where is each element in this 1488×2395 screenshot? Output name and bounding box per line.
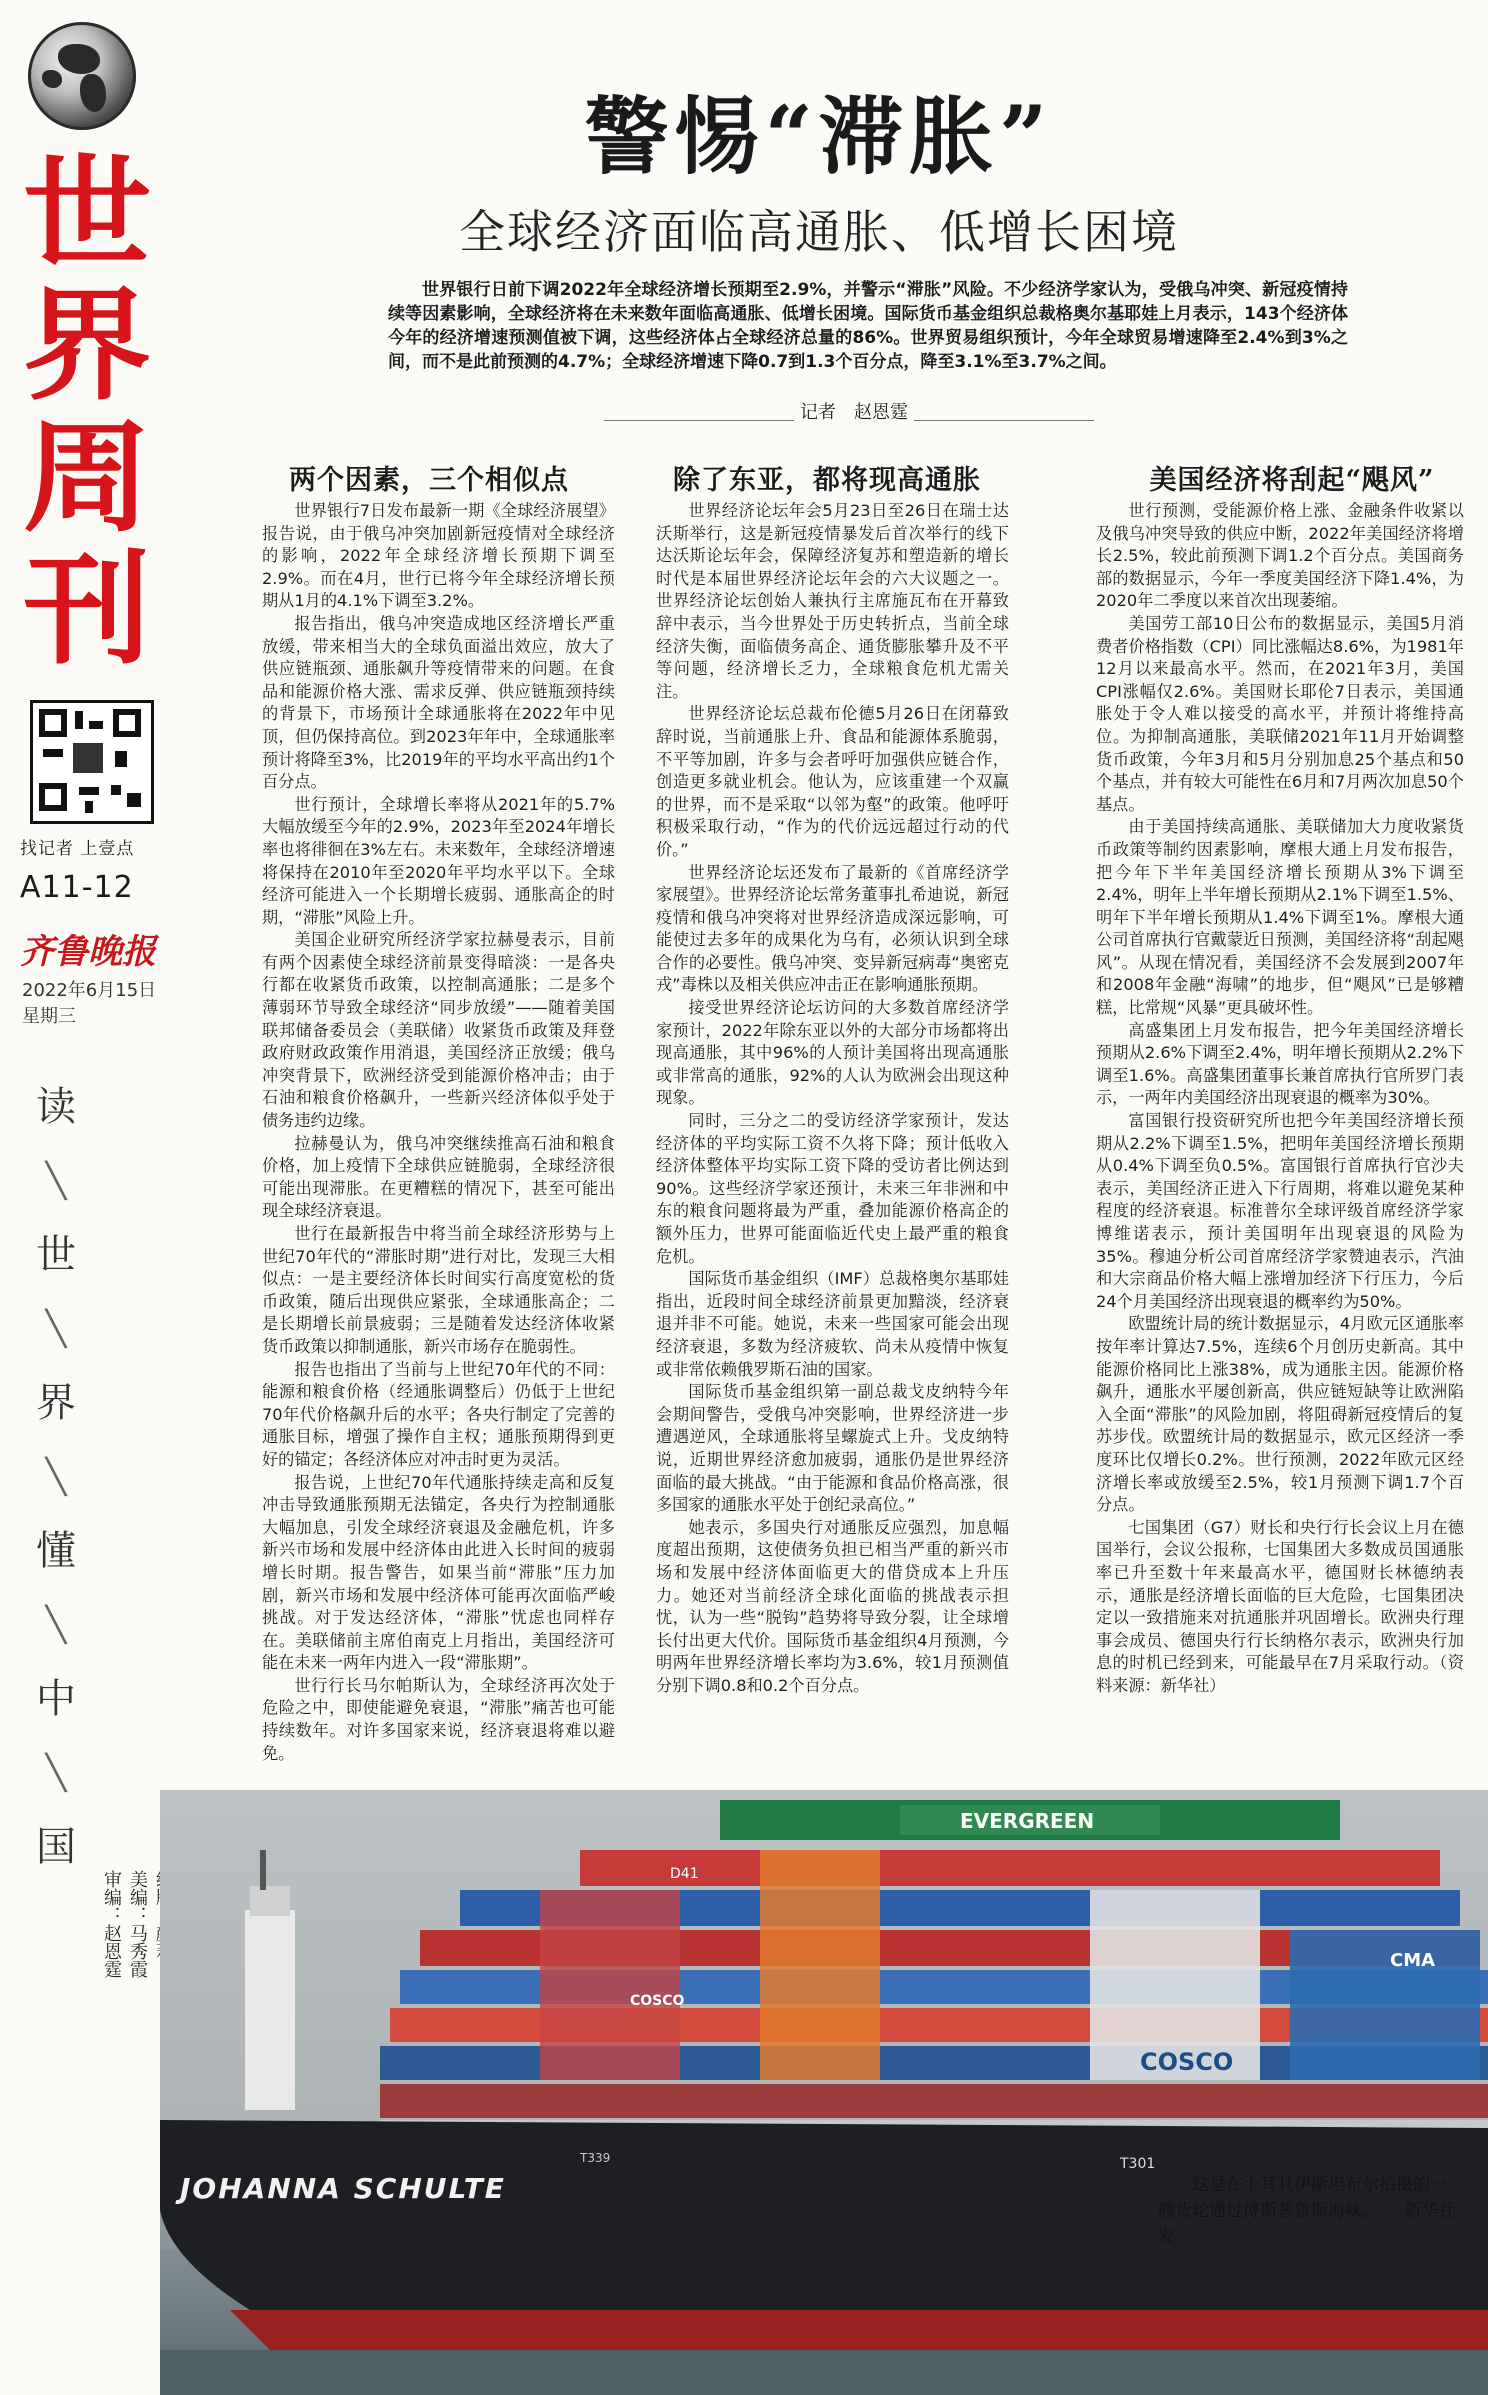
slogan-char: 界 <box>36 1380 76 1426</box>
page-numbers: A11-12 <box>20 870 134 905</box>
article-paragraph: 七国集团（G7）财长和央行行长会议上月在德国举行，会议公报称，七国集团大多数成员国通胀率已升至数十年来最高水平，德国财长林德纳表示，通胀是经济增长面临的巨大危险，七国集团决定以一致措施来对抗通胀并巩固增长。欧洲央行理事会成员、德国央行行长纳格尔表示，欧洲央行加息的时机已经到来，可能最早在7月采取行动。（资料来源：新华社） <box>1096 1517 1464 1695</box>
page-title: 警惕“滞胀” <box>584 87 1054 186</box>
slash-divider: ╲ <box>45 1605 67 1645</box>
slash-divider: ╲ <box>45 1457 67 1497</box>
article-paragraph: 同时，三分之二的受访经济学家预计，发达经济体的平均实际工资不久将下降；预计低收入经济体整体平均实际工资下降的受访者比例达到90%。这些经济学家还预计，未来三年非洲和中东的粮食问题将最为严重，叠加能源价格高企的额外压力，世界可能面临近代史上最严重的粮食危机。 <box>656 1111 1009 1266</box>
credit-art: 美编：马秀霞 <box>127 1870 148 1978</box>
column-heading: 除了东亚，都将现高通胀 <box>673 465 981 496</box>
issue-date <box>22 978 156 1030</box>
container-brand: CMA <box>1390 1950 1436 1971</box>
masthead <box>14 143 154 681</box>
column-heading: 两个因素，三个相似点 <box>289 465 569 496</box>
article-paragraph: 报告说，上世纪70年代通胀持续走高和反复冲击导致通胀预期无法锚定，各央行为控制通胀大幅加息，引发全球经济衰退及金融危机，许多新兴市场和发展中经济体由此进入长时间的疲弱增长时期。报告警告，如果当前“滞胀”压力加剧，新兴市场和发展中经济体可能再次面临严峻挑战。对于发达经济体，“滞胀”忧虑也同样存在。美联储前主席伯南克上月指出，美国经济可能在未来一两年内进入一段“滞胀期”。 <box>262 1472 615 1673</box>
slogan-char: 国 <box>36 1824 76 1870</box>
article-column <box>1096 500 1464 1697</box>
article-paragraph: 由于美国持续高通胀、美联储加大力度收紧货币政策等制约因素影响，摩根大通上月发布报告，把今年下半年美国经济增长预期从3%下调至2.4%，明年上半年增长预期从2.1%下调至1.5%、明年下半年增长预期从1.4%下调至1%。摩根大通公司首席执行官戴蒙近日预测，美国经济将“刮起飓风”。从现在情况看，美国经济不会发展到2007年和2008年金融“海啸”的地步，但“飓风”已是够糟糕，比常规“风暴”更具破坏性。 <box>1096 817 1464 1018</box>
page-subtitle: 全球经济面临高通胀、低增长困境 <box>459 205 1179 259</box>
article-paragraph: 拉赫曼认为，俄乌冲突继续推高石油和粮食价格，加上疫情下全球供应链脆弱，全球经济很可能出现滞胀。在更糟糕的情况下，甚至可能出现全球经济衰退。 <box>262 1133 615 1221</box>
slash-divider: ╲ <box>45 1309 67 1349</box>
container-brand: COSCO <box>630 1993 685 2009</box>
column-slogan <box>26 1070 86 1884</box>
article-paragraph: 世界经济论坛总裁布伦德5月26日在闭幕致辞时说，当前通胀上升、食品和能源体系脆弱，不平等加剧，许多与会者呼吁加强供应链合作，创造更多就业机会。他认为，应该重建一个双赢的世界，而不是采取“以邻为壑”的政策。他呼吁积极采取行动，“作为的代价远远超过行动的代价。” <box>656 704 1009 859</box>
globe-logo-icon <box>28 22 136 130</box>
hull-mark: T339 <box>580 2151 611 2165</box>
article-column <box>656 500 1009 1697</box>
article-paragraph: 国际货币基金组织（IMF）总裁格奥尔基耶娃指出，近段时间全球经济前景更加黯淡，经济衰退并非不可能。她说，未来一些国家可能会出现经济衰退，多数为经济疲软、尚未从疫情中恢复或非常依赖俄罗斯石油的国家。 <box>656 1269 1009 1379</box>
reporter-hotline: 找记者 上壹点 <box>20 839 135 859</box>
cargo-ship-photo <box>160 1790 1488 2395</box>
container-brand: EVERGREEN <box>960 1809 1095 1833</box>
article-paragraph: 世行行长马尔帕斯认为，全球经济再次处于危险之中，即使能避免衰退，“滞胀”痛苦也可能持续数年。对许多国家来说，经济衰退将难以避免。 <box>262 1675 615 1763</box>
weekday-text: 星期三 <box>22 1006 76 1027</box>
column-heading: 美国经济将刮起“飓风” <box>1149 465 1435 496</box>
article-paragraph: 接受世界经济论坛访问的大多数首席经济学家预计，2022年除东亚以外的大部分市场都将出现高通胀，其中96%的人预计美国将出现高通胀或非常高的通胀，92%的人认为欧洲会出现这种现象。 <box>656 998 1009 1108</box>
byline-rule <box>604 398 1094 424</box>
article-paragraph: 富国银行投资研究所也把今年美国经济增长预期从2.2%下调至1.5%，把明年美国经济增长预期从0.4%下调至负0.5%。富国银行首席执行官沙夫表示，美国经济正进入下行周期，将难以避免某种程度的经济衰退。标准普尔全球评级首席经济学家博维诺表示，预计美国明年出现衰退的风险为35%。穆迪分析公司首席经济学家赞迪表示，汽油和大宗商品价格大幅上涨增加经济下行压力，今后24个月美国经济出现衰退的概率约为50%。 <box>1096 1111 1464 1311</box>
article-paragraph: 美国企业研究所经济学家拉赫曼表示，目前有两个因素使全球经济前景变得暗淡：一是各央行都在收紧货币政策，以控制高通胀；二是多个薄弱环节导致全球经济“同步放缓”——随着美国联邦储备委员会（美联储）收紧货币政策及拜登政府财政政策作用消退，美国经济正放缓；俄乌冲突背景下，欧洲经济受到能源价格冲击；由于石油和粮食价格飙升，一些新兴经济体似乎处于债务违约边缘。 <box>262 930 615 1131</box>
article-paragraph: 美国劳工部10日公布的数据显示，美国5月消费者价格指数（CPI）同比涨幅达8.6%，为1981年12月以来最高水平。然而，在2021年3月，美国CPI涨幅仅2.6%。美国财长耶伦7日表示，美国通胀处于令人难以接受的高水平，并预计将维持高位。为抑制高通胀，美联储2021年11月开始调整货币政策，今年3月和5月分别加息25个基点和50个基点，并有较大可能性在6月和7月两次加息50个基点。 <box>1096 613 1464 814</box>
slogan-char: 懂 <box>36 1528 76 1574</box>
masthead-char: 刊 <box>23 539 145 681</box>
qr-code-icon[interactable] <box>30 700 154 824</box>
masthead-char: 世 <box>23 143 145 285</box>
photo-caption: 这是在土耳其伊斯坦布尔拍摄的一艘货轮通过博斯普鲁斯海峡。 新华社发 <box>1158 2175 1456 2247</box>
article-paragraph: 欧盟统计局的统计数据显示，4月欧元区通胀率按年率计算达7.5%，连续6个月创历史新高。其中能源价格同比上涨38%，成为通胀主因。能源价格飙升，通胀水平屡创新高，供应链短缺等让欧洲陷入全面“滞胀”的风险加剧，将阻碍新冠疫情后的复苏步伐。欧盟统计局的数据显示，欧元区经济一季度环比仅增长0.2%。世行预测，2022年欧元区经济增长率或放缓至2.5%，较1月预测下调1.7个百分点。 <box>1096 1314 1464 1515</box>
article-paragraph: 世界经济论坛年会5月23日至26日在瑞士达沃斯举行，这是新冠疫情暴发后首次举行的线下达沃斯论坛年会，保障经济复苏和塑造新的增长时代是本届世界经济论坛年会的六大议题之一。世界经济论坛创始人兼执行主席施瓦布在开幕致辞中表示，当今世界处于历史转折点，当前全球经济失衡，面临债务高企、通货膨胀攀升及不平等问题，经济增长乏力，全球粮食危机尤需关注。 <box>656 501 1009 701</box>
slash-divider: ╲ <box>45 1753 67 1793</box>
byline: 记者 赵恩霆 <box>794 398 914 424</box>
credit-editor: 审编：赵恩霆 <box>101 1870 122 1978</box>
article-paragraph: 报告指出，俄乌冲突造成地区经济增长严重放缓，带来相当大的全球负面溢出效应，放大了供应链瓶颈、通胀飙升等疫情带来的问题。在食品和能源价格大涨、需求反弹、供应链瓶颈持续的背景下，市场预计全球通胀将在2022年中见顶，但仍保持高位。到2023年年中，全球通胀率预计将降至3%，比2019年的平均水平高出约1个百分点。 <box>262 613 615 792</box>
slogan-char: 读 <box>36 1084 76 1130</box>
lead-paragraph: 世界银行日前下调2022年全球经济增长预期至2.9%，并警示“滞胀”风险。不少经济学家认为，受俄乌冲突、新冠疫情持续等因素影响，全球经济将在未来数年面临高通胀、低增长困境。国际货币基金组织总裁格奥尔基耶娃上月表示，143个经济体今年的经济增速预测值被下调，这些经济体占全球经济总量的86%。世界贸易组织预计，今年全球贸易增速降至2.4%到3%之间，而不是此前预测的4.7%；全球经济增速下降0.7到1.3个百分点，降至3.1%至3.7%之间。 <box>388 280 1348 372</box>
article-column <box>262 500 615 1765</box>
date-text: 2022年6月15日 <box>22 980 157 1001</box>
hull-mark: T301 <box>1120 2156 1156 2172</box>
article-paragraph: 报告也指出了当前与上世纪70年代的不同：能源和粮食价格（经通胀调整后）仍低于上世纪70年代价格飙升后的水平；各央行制定了完善的通胀目标，增强了操作自主权；通胀预期得到更好的锚定；各经济体应对冲击时更为灵活。 <box>262 1359 615 1469</box>
article-paragraph: 世行在最新报告中将当前全球经济形势与上世纪70年代的“滞胀时期”进行对比，发现三大相似点：一是主要经济体长时间实行高度宽松的货币政策，随后出现供应紧张，全球通胀高企；二是长期增长前景疲弱；三是随着发达经济体收紧货币政策以抑制通胀，新兴市场存在脆弱性。 <box>262 1224 615 1356</box>
article-paragraph: 高盛集团上月发布报告，把今年美国经济增长预期从2.6%下调至2.4%，明年增长预期从2.2%下调至1.6%。高盛集团董事长兼首席执行官所罗门表示，一两年内美国经济出现衰退的概率为30%。 <box>1096 1020 1464 1108</box>
container-brand: D41 <box>670 1866 699 1882</box>
ship-name: JOHANNA SCHULTE <box>180 2172 506 2205</box>
article-paragraph: 世行预测，受能源价格上涨、金融条件收紧以及俄乌冲突导致的供应中断，2022年美国经济将增长2.5%，较此前预测下调1.2个百分点。美国商务部的数据显示，今年一季度美国经济下降1.4%，为2020年二季度以来首次出现萎缩。 <box>1096 501 1464 611</box>
slash-divider: ╲ <box>45 1161 67 1201</box>
container-stacks <box>380 1800 1488 2150</box>
masthead-char: 周 <box>23 407 145 549</box>
slogan-char: 中 <box>36 1676 76 1722</box>
masthead-char: 界 <box>23 275 145 417</box>
container-brand: COSCO <box>1140 2048 1234 2076</box>
article-paragraph: 国际货币基金组织第一副总裁戈皮纳特今年会期间警告，受俄乌冲突影响，世界经济进一步遭遇逆风，全球通胀将呈螺旋式上升。戈皮纳特说，近期世界经济愈加疲弱，通胀仍是世界经济面临的最大挑战。“由于能源和食品价格高涨，很多国家的通胀水平处于创纪录高位。” <box>656 1382 1009 1515</box>
article-paragraph: 她表示，多国央行对通胀反应强烈，加息幅度超出预期，这使债务负担已相当严重的新兴市场和发展中经济体面临更大的借贷成本上升压力。她还对当前经济全球化面临的挑战表示担忧，认为一些“脱钩”趋势将导致分裂，让全球增长付出更大代价。国际货币基金组织4月预测，今明两年世界经济增长率均为3.6%，较1月预测值分别下调0.8和0.2个百分点。 <box>656 1517 1009 1695</box>
newspaper-logo: 齐鲁晚报 <box>20 932 156 972</box>
article-paragraph: 世行预计，全球增长率将从2021年的5.7%大幅放缓至今年的2.9%，2023年至2024年增长率也将徘徊在3%左右。未来数年，全球经济增速将保持在2010年至2020年平均水平以下。全球经济可能进入一个长期增长疲弱、通胀高企的时期，“滞胀”风险上升。 <box>262 794 615 927</box>
article-paragraph: 世界银行7日发布最新一期《全球经济展望》报告说，由于俄乌冲突加剧新冠疫情对全球经济的影响，2022年全球经济增长预期下调至2.9%。而在4月，世行已将今年全球经济增长预期从1月的4.1%下调至3.2%。 <box>262 501 615 611</box>
article-paragraph: 世界经济论坛还发布了最新的《首席经济学家展望》。世界经济论坛常务董事扎希迪说，新冠疫情和俄乌冲突将对世界经济造成深远影响，可能使过去多年的成果化为乌有，必须认识到全球合作的必要性。俄乌冲突、变异新冠病毒“奥密克戎”毒株以及相关供应冲击正在影响通胀预期。 <box>656 862 1009 995</box>
slogan-char: 世 <box>36 1232 76 1278</box>
ship-illustration <box>160 1790 1488 2395</box>
sidebar <box>0 0 160 2395</box>
